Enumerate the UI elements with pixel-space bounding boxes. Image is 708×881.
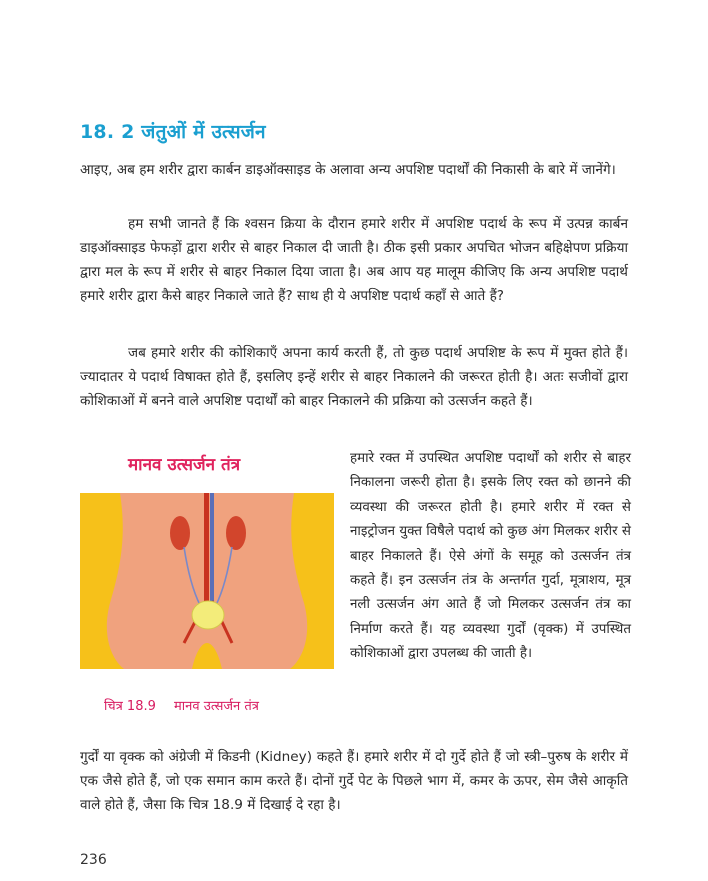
right-kidney — [226, 516, 246, 550]
excretory-system-figure — [80, 493, 334, 669]
respiration-paragraph: हम सभी जानते हैं कि श्वसन क्रिया के दौरान हमारे शरीर में अपशिष्ट पदार्थ के रूप में उत्पन्न कार्बन डाइऑक्साइड फेफड़ों द्वारा शरीर से बाहर निकाल दी जाती है। ठीक इसी प्रकार अपचित भोजन बहिक्षेपण प्रक्रिया द्वारा मल के रूप में शरीर से बाहर निकाल दिया जाता है। अब आप यह मालूम कीजिए कि अन्य अपशिष्ट पदार्थ हमारे शरीर द्वारा कैसे बाहर निकाले जाते हैं? साथ ही ये अपशिष्ट पदार्थ कहाँ से आते हैं? — [80, 216, 628, 304]
figure-title: मानव उत्सर्जन तंत्र — [128, 455, 241, 475]
kidney-paragraph: गुर्दों या वृक्क को अंग्रेजी में किडनी (Kidney) कहते हैं। हमारे शरीर में दो गुर्दे होते हैं जो स्त्री–पुरुष के शरीर में एक जैसे होते हैं, जो एक समान काम करते हैं। दोनों गुर्दे पेट के पिछले भाग में, कमर के ऊपर, सेम जैसे आकृति वाले होते हैं, जैसा कि चित्र 18.9 में दिखाई दे रहा है। — [80, 749, 628, 813]
page-number: 236 — [80, 852, 107, 868]
excretion-definition-paragraph: जब हमारे शरीर की कोशिकाएँ अपना कार्य करती हैं, तो कुछ पदार्थ अपशिष्ट के रूप में मुक्त होते हैं। ज्यादातर ये पदार्थ विषाक्त होते हैं, इसलिए इन्हें शरीर से बाहर निकालने की जरूरत होती है। अतः सजीवों द्वारा कोशिकाओं में बनने वाले अपशिष्ट पदार्थों को बाहर निकालने की प्रक्रिया को उत्सर्जन कहते हैं। — [80, 345, 628, 409]
left-kidney — [170, 516, 190, 550]
caption-text: मानव उत्सर्जन तंत्र — [174, 699, 259, 714]
aorta — [204, 493, 209, 603]
figure-caption — [104, 696, 259, 714]
intro-paragraph: आइए, अब हम शरीर द्वारा कार्बन डाइऑक्साइड के अलावा अन्य अपशिष्ट पदार्थों की निकासी के बारे में जानेंगे। — [80, 162, 616, 178]
caption-number: चित्र 18.9 — [104, 699, 156, 714]
urinary-bladder — [192, 601, 224, 629]
human-body-illustration — [80, 493, 334, 669]
side-paragraph: हमारे रक्त में उपस्थित अपशिष्ट पदार्थों को शरीर से बाहर निकालना जरूरी होता है। इसके लिए रक्त को छानने की व्यवस्था की जरूरत होती है। हमारे शरीर में रक्त से नाइट्रोजन युक्त विषैले पदार्थ को कुछ अंग मिलकर शरीर से बाहर निकालते हैं। ऐसे अंगों के समूह को उत्सर्जन तंत्र कहते हैं। इन उत्सर्जन तंत्र के अन्तर्गत गुर्दा, मूत्राशय, मूत्र नली उत्सर्जन अंग आते हैं जो मिलकर उत्सर्जन तंत्र का निर्माण करते हैं। यह व्यवस्था गुर्दों (वृक्क) में उपस्थित कोशिकाओं द्वारा उपलब्ध की जाती है। — [350, 451, 631, 662]
section-heading: 18. 2 जंतुओं में उत्सर्जन — [80, 121, 266, 143]
vena-cava — [210, 493, 214, 603]
